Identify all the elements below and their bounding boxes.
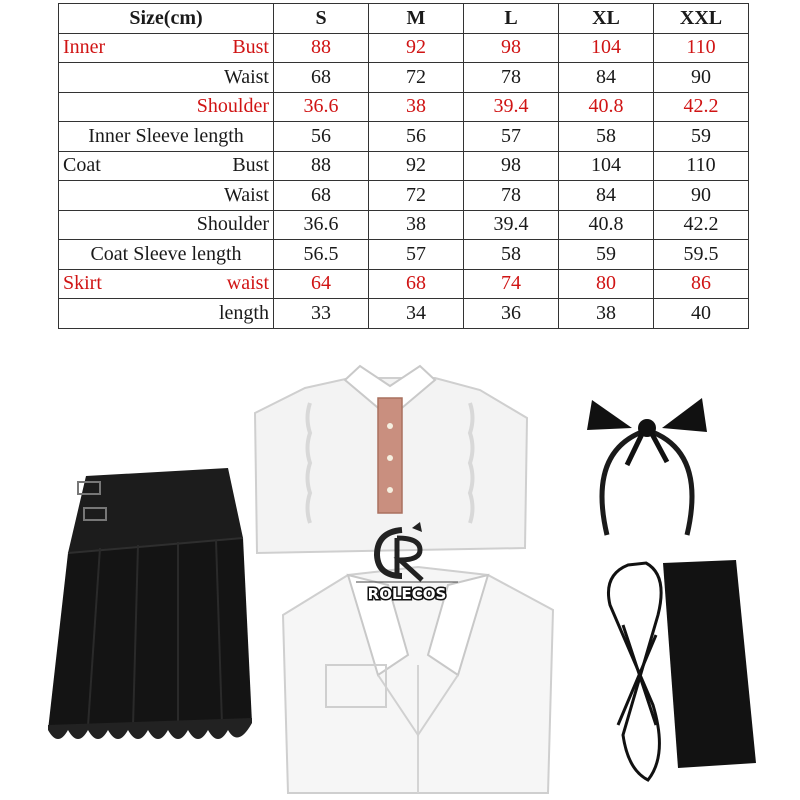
row-measure-label: Bust (232, 36, 269, 59)
armband-photo (658, 558, 760, 770)
header-size-label: Size(cm) (59, 4, 274, 34)
row-label (59, 240, 274, 270)
cell-size-xxl: 59.5 (654, 240, 749, 270)
cell-size-m: 68 (369, 269, 464, 299)
cell-size-xl: 38 (559, 299, 654, 329)
cell-size-xl: 59 (559, 240, 654, 270)
cell-size-l: 58 (464, 240, 559, 270)
cell-size-l: 39.4 (464, 210, 559, 240)
cell-size-s: 64 (274, 269, 369, 299)
cell-size-xl: 104 (559, 33, 654, 63)
header-size-xl: XL (559, 4, 654, 34)
cell-size-m: 92 (369, 33, 464, 63)
row-group-label: Coat (63, 154, 101, 177)
cell-size-l: 78 (464, 181, 559, 211)
cell-size-s: 68 (274, 181, 369, 211)
cell-size-xl: 104 (559, 151, 654, 181)
row-measure-label: Waist (223, 183, 269, 206)
row-measure-label: Coat Sleeve length (90, 242, 242, 265)
cell-size-xl: 84 (559, 181, 654, 211)
size-chart-table (58, 3, 749, 329)
table-row (59, 240, 749, 270)
table-row (59, 33, 749, 63)
header-size-s: S (274, 4, 369, 34)
table-row (59, 181, 749, 211)
table-row (59, 63, 749, 93)
cell-size-s: 88 (274, 33, 369, 63)
table-body (59, 33, 749, 328)
cell-size-s: 56 (274, 122, 369, 152)
cell-size-m: 38 (369, 92, 464, 122)
cell-size-xl: 40.8 (559, 210, 654, 240)
cell-size-l: 74 (464, 269, 559, 299)
cell-size-xxl: 40 (654, 299, 749, 329)
header-size-m: M (369, 4, 464, 34)
cell-size-xl: 80 (559, 269, 654, 299)
row-measure-label: Waist (223, 65, 269, 88)
cell-size-l: 57 (464, 122, 559, 152)
row-measure-label: Shoulder (196, 213, 269, 236)
cell-size-s: 68 (274, 63, 369, 93)
cell-size-s: 56.5 (274, 240, 369, 270)
row-label (59, 299, 274, 329)
row-measure-label: Shoulder (196, 95, 269, 118)
cell-size-xxl: 59 (654, 122, 749, 152)
row-group-label: Skirt (63, 272, 102, 295)
cell-size-xl: 84 (559, 63, 654, 93)
cell-size-xl: 40.8 (559, 92, 654, 122)
table-row (59, 122, 749, 152)
cell-size-m: 38 (369, 210, 464, 240)
rolecos-logo (352, 520, 462, 602)
row-measure-label: Bust (232, 154, 269, 177)
row-group-label: Inner (63, 36, 106, 59)
header-size-l: L (464, 4, 559, 34)
cell-size-s: 36.6 (274, 210, 369, 240)
cell-size-m: 34 (369, 299, 464, 329)
cell-size-l: 98 (464, 33, 559, 63)
cell-size-m: 57 (369, 240, 464, 270)
cell-size-xxl: 110 (654, 151, 749, 181)
row-label (59, 269, 274, 299)
table-row (59, 92, 749, 122)
row-label (59, 63, 274, 93)
row-measure-label: length (219, 301, 269, 324)
cell-size-m: 72 (369, 63, 464, 93)
cell-size-m: 72 (369, 181, 464, 211)
cell-size-l: 98 (464, 151, 559, 181)
cell-size-l: 39.4 (464, 92, 559, 122)
cell-size-xxl: 42.2 (654, 92, 749, 122)
svg-text:ROLECOS: ROLECOS (367, 585, 447, 602)
table-row (59, 299, 749, 329)
table-header-row (59, 4, 749, 34)
cell-size-xxl: 86 (654, 269, 749, 299)
cell-size-l: 78 (464, 63, 559, 93)
cell-size-xxl: 42.2 (654, 210, 749, 240)
header-size-xxl: XXL (654, 4, 749, 34)
row-label (59, 210, 274, 240)
table-row (59, 210, 749, 240)
cell-size-xxl: 90 (654, 181, 749, 211)
headband-photo (572, 390, 722, 540)
skirt-photo (38, 468, 258, 758)
table-row (59, 269, 749, 299)
row-measure-label: waist (226, 272, 269, 295)
cell-size-l: 36 (464, 299, 559, 329)
cell-size-xl: 58 (559, 122, 654, 152)
row-label (59, 92, 274, 122)
row-label (59, 122, 274, 152)
row-measure-label: Inner Sleeve length (88, 124, 244, 147)
row-label (59, 151, 274, 181)
table-row (59, 151, 749, 181)
cell-size-s: 88 (274, 151, 369, 181)
cell-size-s: 36.6 (274, 92, 369, 122)
row-label (59, 181, 274, 211)
cell-size-xxl: 90 (654, 63, 749, 93)
cell-size-m: 92 (369, 151, 464, 181)
cell-size-m: 56 (369, 122, 464, 152)
row-label (59, 33, 274, 63)
cell-size-xxl: 110 (654, 33, 749, 63)
cell-size-s: 33 (274, 299, 369, 329)
